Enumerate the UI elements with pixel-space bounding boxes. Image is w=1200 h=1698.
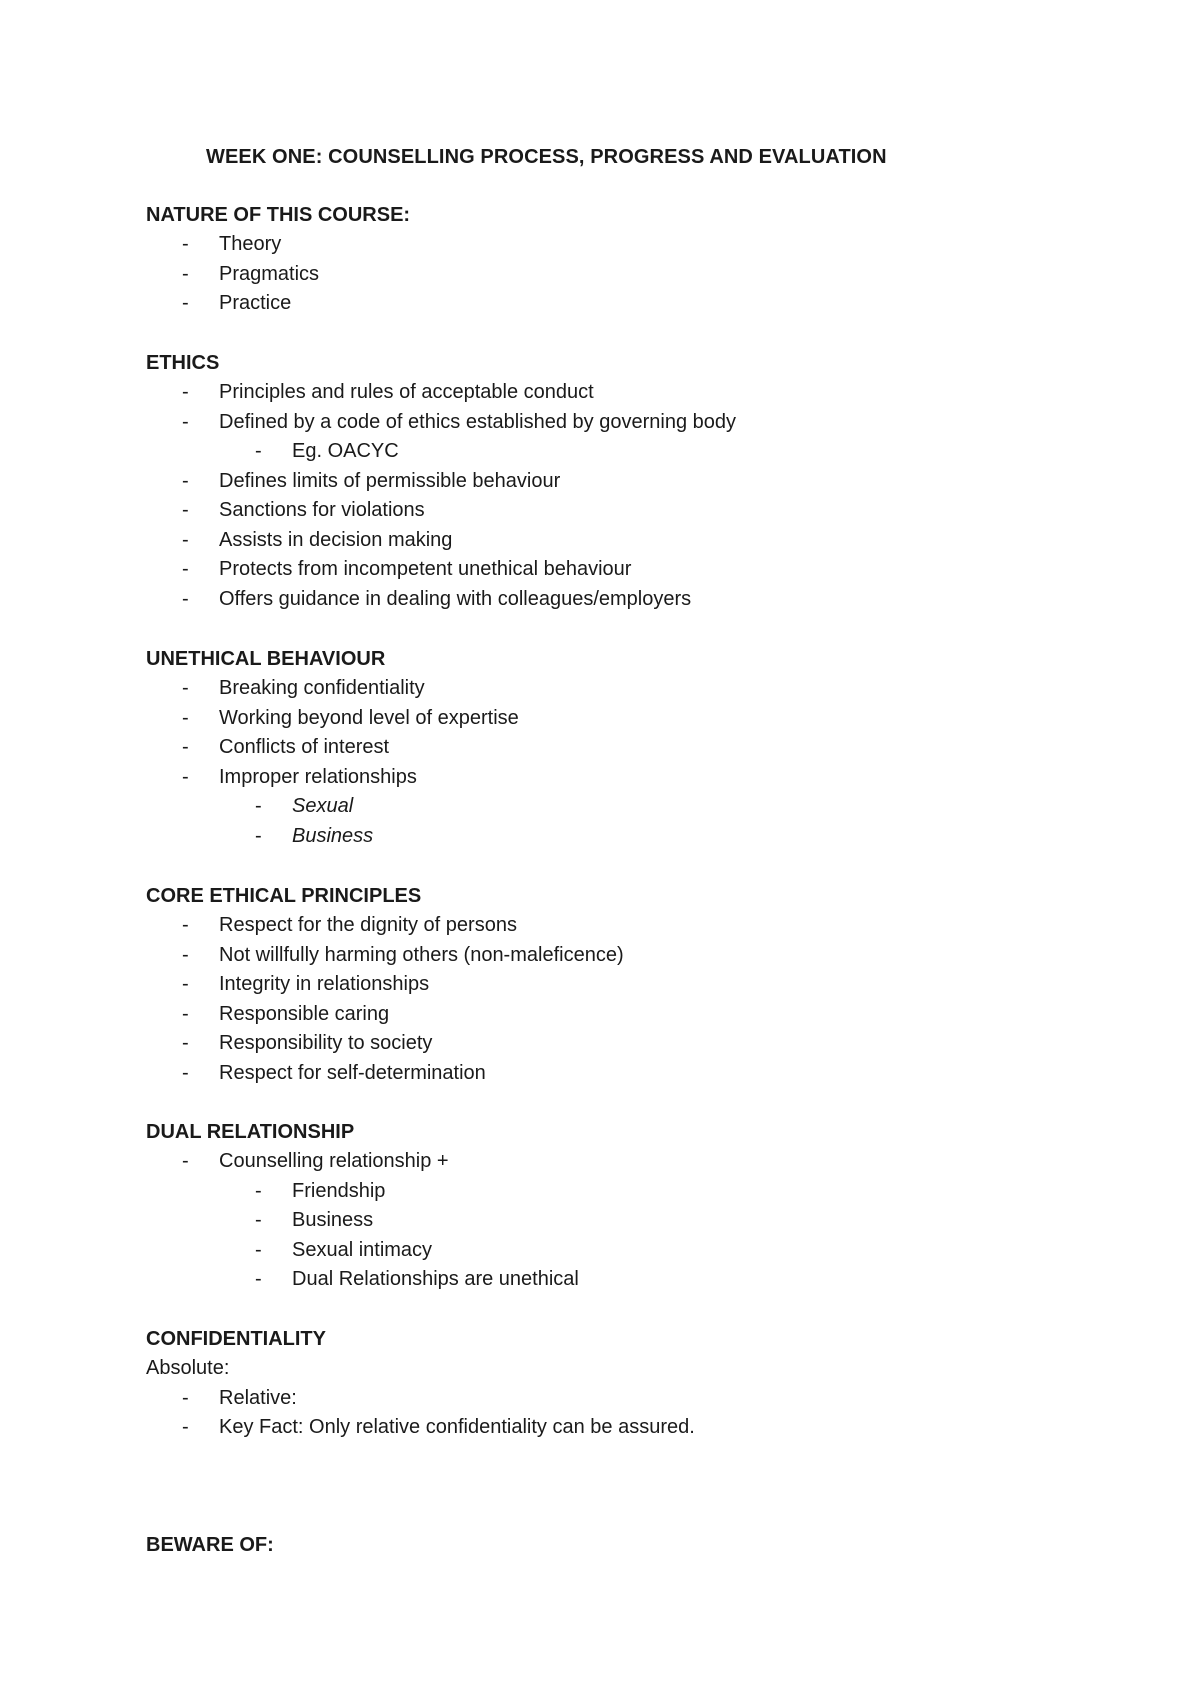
- list-item: - Responsibility to society: [146, 1029, 1146, 1059]
- bullet-dash: -: [182, 1002, 189, 1025]
- list-item: - Responsible caring: [146, 1000, 1146, 1030]
- list-item: - Protects from incompetent unethical behaviour: [146, 555, 1146, 585]
- bullet-dash: -: [182, 914, 189, 936]
- section-beware-of: [146, 1531, 1146, 1560]
- bullet-dash: -: [182, 706, 189, 729]
- bullet-dash: -: [182, 469, 189, 492]
- bullet-dash: -: [182, 381, 189, 403]
- bullet-dash: -: [182, 1416, 189, 1438]
- bullet-dash: -: [182, 1150, 189, 1172]
- section-confidentiality: [146, 1325, 1146, 1443]
- list-item: - Theory: [146, 230, 1146, 260]
- sub-list-item: - Sexual: [146, 792, 1146, 822]
- bullet-dash: -: [182, 528, 189, 551]
- section-nature-of-course: [146, 201, 1146, 319]
- list-item: - Improper relationships: [146, 763, 1146, 793]
- bullet-dash: -: [255, 1179, 262, 1202]
- bullet-dash: -: [182, 233, 189, 255]
- list-item: - Relative:: [146, 1384, 1146, 1414]
- bullet-dash: -: [255, 795, 262, 817]
- bullet-dash: -: [255, 440, 262, 462]
- section-ethics: [146, 349, 1146, 614]
- section-heading: ETHICS: [146, 352, 220, 374]
- list-item: - Sanctions for violations: [146, 496, 1146, 526]
- list-item: - Pragmatics: [146, 260, 1146, 290]
- sub-list-item: - Dual Relationships are unethical: [146, 1265, 1146, 1295]
- list-item: - Defines limits of permissible behaviour: [146, 467, 1146, 497]
- sub-list-item: - Friendship: [146, 1177, 1146, 1207]
- list-item: - Respect for the dignity of persons: [146, 911, 1146, 941]
- list-item: - Practice: [146, 289, 1146, 319]
- list-item: - Not willfully harming others (non-maleficence): [146, 941, 1146, 971]
- list-item: - Conflicts of interest: [146, 733, 1146, 763]
- list-item: - Integrity in relationships: [146, 970, 1146, 1000]
- list-item: - Counselling relationship +: [146, 1147, 1146, 1177]
- bullet-dash: -: [182, 587, 189, 610]
- bullet-dash: -: [182, 677, 189, 699]
- section-unethical-behaviour: [146, 645, 1146, 851]
- bullet-dash: -: [182, 973, 189, 995]
- bullet-dash: -: [182, 292, 189, 314]
- bullet-dash: -: [255, 1209, 262, 1231]
- bullet-dash: -: [182, 499, 189, 521]
- sub-list-item: - Sexual intimacy: [146, 1236, 1146, 1266]
- section-heading: DUAL RELATIONSHIP: [146, 1121, 355, 1143]
- section-heading: UNETHICAL BEHAVIOUR: [146, 648, 386, 670]
- intro-line: Absolute:: [146, 1357, 230, 1379]
- sub-list-item: - Business: [146, 1206, 1146, 1236]
- bullet-dash: -: [255, 1268, 262, 1290]
- list-item: - Working beyond level of expertise: [146, 704, 1146, 734]
- section-heading: BEWARE OF:: [146, 1534, 274, 1556]
- bullet-dash: -: [182, 736, 189, 758]
- list-item: - Assists in decision making: [146, 526, 1146, 556]
- bullet-dash: -: [182, 262, 189, 285]
- section-heading: CONFIDENTIALITY: [146, 1328, 326, 1350]
- sub-list-item: - Eg. OACYC: [146, 437, 1146, 467]
- section-core-ethical-principles: [146, 882, 1146, 1088]
- section-dual-relationship: [146, 1118, 1146, 1295]
- list-item: - Defined by a code of ethics established by governing body: [146, 408, 1146, 438]
- sub-list-item: - Business: [146, 822, 1146, 852]
- bullet-dash: -: [182, 765, 189, 788]
- bullet-dash: -: [255, 824, 262, 847]
- section-heading: NATURE OF THIS COURSE:: [146, 204, 411, 226]
- bullet-dash: -: [182, 943, 189, 966]
- section-heading: CORE ETHICAL PRINCIPLES: [146, 885, 422, 907]
- list-item: - Breaking confidentiality: [146, 674, 1146, 704]
- bullet-dash: -: [182, 1061, 189, 1084]
- page-title: WEEK ONE: COUNSELLING PROCESS, PROGRESS AND EVALUATION: [206, 146, 887, 168]
- list-item: - Respect for self-determination: [146, 1059, 1146, 1089]
- bullet-dash: -: [182, 1386, 189, 1409]
- list-item: - Key Fact: Only relative confidentiality can be assured.: [146, 1413, 1146, 1443]
- list-item: - Principles and rules of acceptable conduct: [146, 378, 1146, 408]
- bullet-dash: -: [182, 558, 189, 580]
- list-item: - Offers guidance in dealing with colleagues/employers: [146, 585, 1146, 615]
- bullet-dash: -: [255, 1238, 262, 1261]
- bullet-dash: -: [182, 410, 189, 433]
- bullet-dash: -: [182, 1032, 189, 1054]
